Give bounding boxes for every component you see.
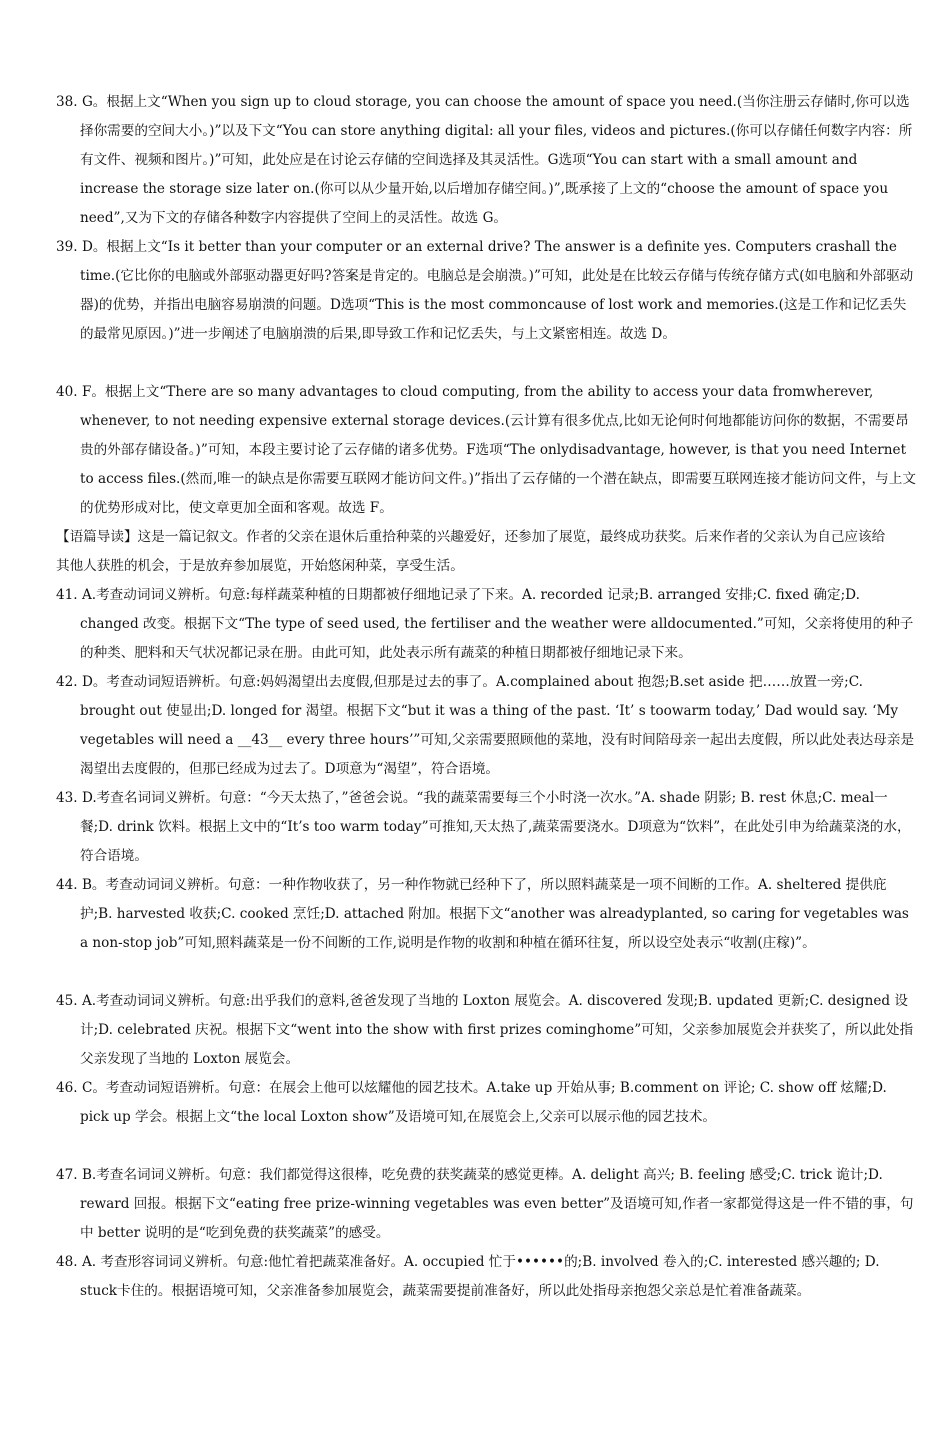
- answer-48: 48. A. 考查形容词词义辨析。句意:他忙着把蔬菜准备好。A. occupied 忙于••••••的;B. involved 卷入的;C. interested 感兴趣的; D. stuck卡住的。根据语境可知，父亲准备参加展览会，蔬菜需要提前准备好，所以此处指母亲抱怨父亲总是忙着准备蔬菜。: [56, 1254, 880, 1299]
- answer-46: 46. C。考查动词短语辨析。句意：在展会上他可以炫耀他的园艺技术。A.take up 开始从事; B.comment on 评论; C. show off 炫耀;D. pick up 学会。根据上文“the local Loxton show”及语境可知,在展览会上,父亲可以展示他的园艺技术。: [56, 1080, 887, 1125]
- answer-44: 44. B。考查动词词义辨析。句意：一种作物收获了，另一种作物就已经种下了，所以照料蔬菜是一项不间断的工作。A. sheltered 提供庇护;B. harvested 收获;C. cooked 烹饪;D. attached 附加。根据下文“another was alreadyplanted, so caring for vegetables was a non-stop job”可知,照料蔬菜是一份不间断的工作,说明是作物的收割和种植在循环往复，所以设空处表示“收割(庄稼)”。: [56, 877, 909, 951]
- answer-43: 43. D.考查名词词义辨析。句意：“今天太热了，”爸爸会说。“我的蔬菜需要每三个小时浇一次水。”A. shade 阴影; B. rest 休息;C. meal一餐;D. drink 饮料。根据上文中的“It’s too warm today”可推知,天太热了,蔬菜需要浇水。D项意为“饮料”，在此处引申为给蔬菜浇的水，符合语境。: [56, 790, 911, 864]
- answer-47: 47. B.考查名词词义辨析。句意：我们都觉得这很棒，吃免费的获奖蔬菜的感觉更棒。A. delight 高兴; B. feeling 感受;C. trick 诡计;D. reward 回报。根据下文“eating free prize-winning vegetables was even better”及语境可知,作者一家都觉得这是一件不错的事，句中 better 说明的是“吃到免费的获奖蔬菜”的感受。: [56, 1167, 914, 1241]
- answer-45: 45. A.考查动词词义辨析。句意:出乎我们的意料,爸爸发现了当地的 Loxton 展览会。A. discovered 发现;B. updated 更新;C. designed 设计;D. celebrated 庆祝。根据下文“went into the show with first prizes cominghome”可知，父亲参加展览会并获奖了，所以此处指父亲发现了当地的 Loxton 展览会。: [56, 993, 914, 1067]
- answer-42: 42. D。考查动词短语辨析。句意:妈妈渴望出去度假,但那是过去的事了。A.complained about 抱怨;B.set aside 把……放置一旁;C. brought out 使显出;D. longed for 渴望。根据下文“but it was a thing of the past. ‘It’ s toowarm today,’ Dad would say. ‘My vegetables will need a __43__ every three hours’”可知,父亲需要照顾他的菜地，没有时间陪母亲一起出去度假，所以此处表达母亲是渴望出去度假的，但那已经成为过去了。D项意为“渴望”，符合语境。: [56, 674, 915, 777]
- answer-41: 41. A.考查动词词义辨析。句意:每样蔬菜种植的日期都被仔细地记录了下来。A. recorded 记录;B. arranged 安排;C. fixed 确定;D. changed 改变。根据下文“The type of seed used, the fertiliser and the weather were alldocumented.”可知，父亲将使用的种子的种类、肥料和天气状况都记录在册。由此可知，此处表示所有蔬菜的种植日期都被仔细地记录下来。: [56, 587, 914, 661]
- answer-38: 38. G。根据上文“When you sign up to cloud storage, you can choose the amount of space you need.(当你注册云存储时,你可以选择你需要的空间大小。)”以及下文“You can store anything digital: all your files, videos and pictures.(你可以存储任何数字内容：所有文件、视频和图片。)”可知，此处应是在讨论云存储的空间选择及其灵活性。G选项“You can start with a small amount and increase the storage size later on.(你可以从少量开始,以后增加存储空间。)”,既承接了上文的“choose the amount of space you need”,又为下文的存储各种数字内容提供了空间上的灵活性。故选 G。: [56, 94, 913, 226]
- passage-guide: 【语篇导读】这是一篇记叙文。作者的父亲在退休后重拾种菜的兴趣爱好，还参加了展览，最终成功获奖。后来作者的父亲认为自己应该给其他人获胜的机会，于是放弃参加展览，开始悠闲种菜，享受生活。: [56, 529, 886, 574]
- answer-39: 39. D。根据上文“Is it better than your computer or an external drive? The answer is a definite yes. Computers crashall the time.(它比你的电脑或外部驱动器更好吗?答案是肯定的。电脑总是会崩溃。)”可知，此处是在比较云存储与传统存储方式(如电脑和外部驱动器)的优势，并指出电脑容易崩溃的问题。D选项“This is the most commoncause of lost work and memories.(这是工作和记忆丢失的最常见原因。)”进一步阐述了电脑崩溃的后果,即导致工作和记忆丢失，与上文紧密相连。故选 D。: [56, 239, 914, 342]
- answer-40: 40. F。根据上文“There are so many advantages to cloud computing, from the ability to access your data fromwherever, whenever, to not needing expensive external storage devices.(云计算有很多优点,比如无论何时何地都能访问你的数据，不需要昂贵的外部存储设备。)”可知，本段主要讨论了云存储的诸多优势。F选项“The onlydisadvantage, however, is that you need Internet to access files.(然而,唯一的缺点是你需要互联网才能访问文件。)”指出了云存储的一个潜在缺点，即需要互联网连接才能访问文件，与上文的优势形成对比，使文章更加全面和客观。故选 F。: [56, 384, 916, 516]
